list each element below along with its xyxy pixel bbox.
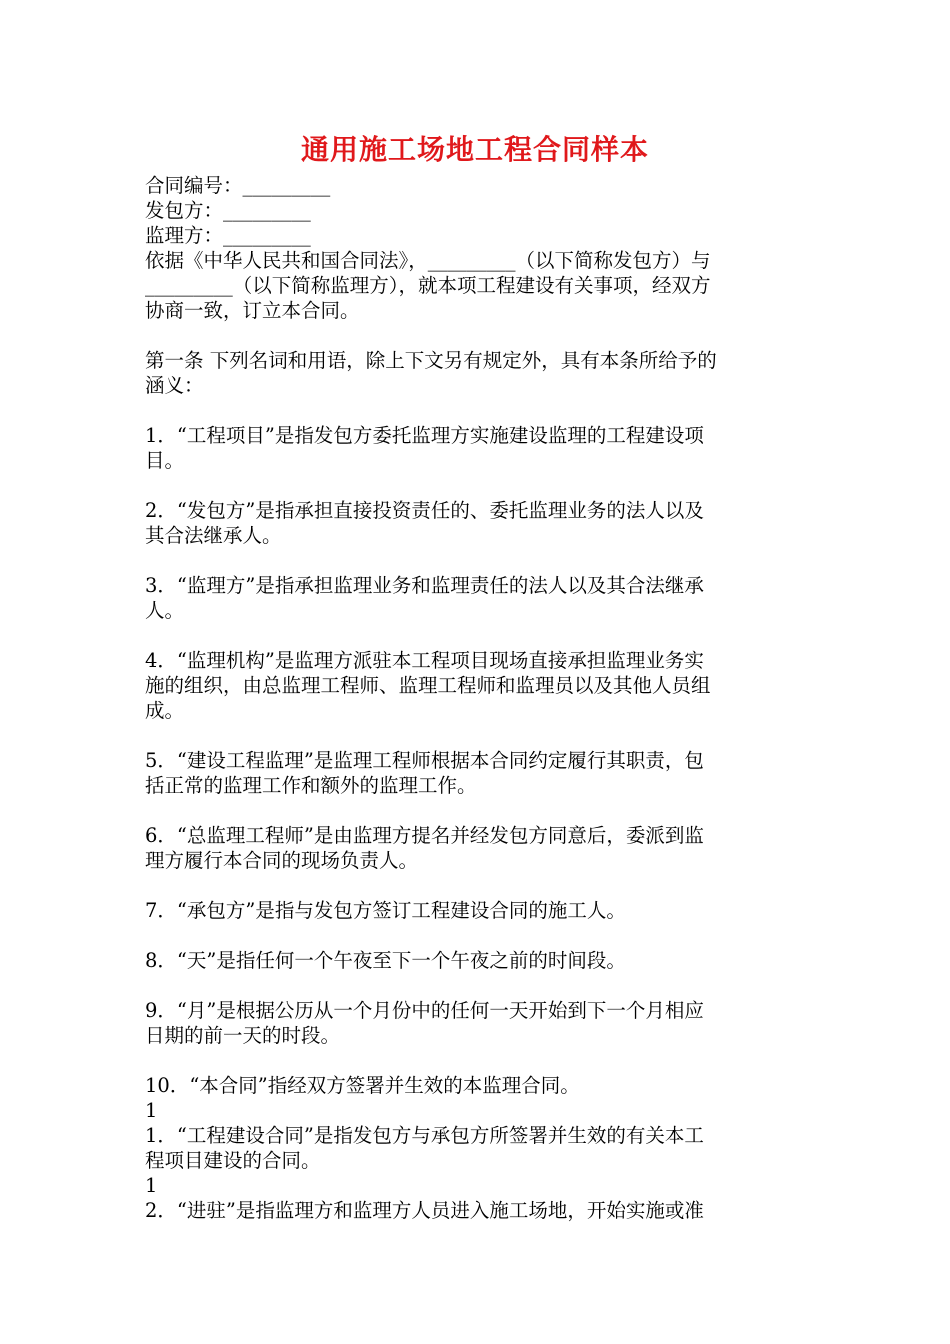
document-line: 7．“承包方”是指与发包方签订工程建设合同的施工人。 <box>145 899 626 922</box>
document-line: 其合法继承人。 <box>145 524 282 547</box>
document-line: 程项目建设的合同。 <box>145 1149 321 1172</box>
paragraph-gap <box>145 873 810 898</box>
paragraph-gap <box>145 548 810 573</box>
document-line: 1 <box>145 1099 158 1122</box>
document-line: 第一条 下列名词和用语，除上下文另有规定外，具有本条所给予的 <box>145 349 717 372</box>
paragraph-gap <box>145 973 810 998</box>
document-line: 1 <box>145 1174 158 1197</box>
document-line: 括正常的监理工作和额外的监理工作。 <box>145 774 477 797</box>
document-line: 理方履行本合同的现场负责人。 <box>145 849 419 872</box>
paragraph-gap <box>145 323 810 348</box>
document-line: 协商一致，订立本合同。 <box>145 299 360 322</box>
document-body <box>145 173 810 1223</box>
document-line: 施的组织，由总监理工程师、监理工程师和监理员以及其他人员组 <box>145 674 711 697</box>
document-line: 4．“监理机构”是监理方派驻本工程项目现场直接承担监理业务实 <box>145 649 704 672</box>
document-line: 2．“发包方”是指承担直接投资责任的、委托监理业务的法人以及 <box>145 499 704 522</box>
paragraph-gap <box>145 723 810 748</box>
document-line: 5．“建设工程监理”是监理工程师根据本合同约定履行其职责，包 <box>145 749 704 772</box>
document-title: 通用施工场地工程合同样本 <box>300 133 649 166</box>
document-line: 1．“工程项目”是指发包方委托监理方实施建设监理的工程建设项 <box>145 424 704 447</box>
paragraph-gap <box>145 798 810 823</box>
document-line: 1．“工程建设合同”是指发包方与承包方所签署并生效的有关本工 <box>145 1124 704 1147</box>
paragraph-gap <box>145 1048 810 1073</box>
document-line: 8．“天”是指任何一个午夜至下一个午夜之前的时间段。 <box>145 949 626 972</box>
paragraph-gap <box>145 923 810 948</box>
paragraph-gap <box>145 623 810 648</box>
paragraph-gap <box>145 398 810 423</box>
document-line: 目。 <box>145 449 185 472</box>
document-line: 依据《中华人民共和国合同法》，_________（以下简称发包方）与 <box>145 249 711 272</box>
document-line: 10．“本合同”指经双方签署并生效的本监理合同。 <box>145 1074 580 1097</box>
paragraph-gap <box>145 473 810 498</box>
document-line: 日期的前一天的时段。 <box>145 1024 341 1047</box>
document-line: 成。 <box>145 699 185 722</box>
document-line: 发包方：_________ <box>145 199 311 222</box>
document-line: 3．“监理方”是指承担监理业务和监理责任的法人以及其合法继承 <box>145 574 704 597</box>
document-line: _________（以下简称监理方），就本项工程建设有关事项，经双方 <box>145 274 711 297</box>
document-line: 2．“进驻”是指监理方和监理方人员进入施工场地，开始实施或准 <box>145 1199 704 1222</box>
document-line: 6．“总监理工程师”是由监理方提名并经发包方同意后，委派到监 <box>145 824 704 847</box>
document-line: 人。 <box>145 599 185 622</box>
document-line: 监理方：_________ <box>145 224 311 247</box>
document-line: 9．“月”是根据公历从一个月份中的任何一天开始到下一个月相应 <box>145 999 704 1022</box>
document-line: 涵义： <box>145 374 204 397</box>
document-line: 合同编号：_________ <box>145 174 331 197</box>
